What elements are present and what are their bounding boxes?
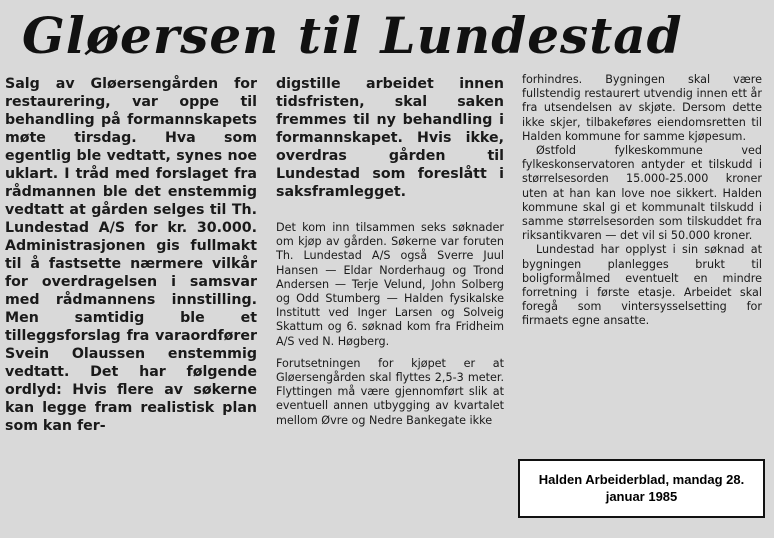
column-3-paragraph-1: forhindres. Bygningen skal være fullstendig restaurert utvendig innen ett år fra utsendelsen av skjøte. Dersom dette ikke skjer, tilbakeføres eiendomsretten til Halden kommune for samme kjøpesum.: [522, 73, 762, 143]
article-headline: Gløersen til Lundestad: [22, 6, 683, 65]
caption-line-1: Halden Arbeiderblad, mandag 28.: [538, 472, 745, 487]
column-2-paragraph-1: Det kom inn tilsammen seks søknader om kjøp av gården. Søkerne var foruten Th. Lundestad A/S også Sverre Juul Hansen — Eldar Norderhaug og Trond Andersen — Terje Velund, John Solberg og Odd Stumberg — Halden fysikalske Institutt ved Inger Larsen og Solveig Skattum og 6. søknad kom fra Fridheim A/S ved N. Høgberg.: [276, 221, 504, 348]
column-2-lead-text: digstille arbeidet innen tidsfristen, skal saken fremmes til ny behandling i formannskapet. Hvis ikke, overdras gården til Lundestad som foreslått i saksframlegget.: [276, 76, 504, 200]
article-column-1: [5, 75, 257, 535]
caption-line-2: januar 1985: [605, 489, 678, 504]
article-column-2: [276, 75, 504, 535]
column-2-paragraph-2: Forutsetningen for kjøpet er at Gløersengården skal flyttes 2,5-3 meter. Flyttingen må være gjennomført slik at eventuell annen utbygging av kvartalet mellom Øvre og Nedre Bankegate ikke: [276, 356, 504, 427]
column-1-text: Salg av Gløersengården for restaurering, var oppe til behandling på formannskapets møte tirsdag. Hva som egentlig ble vedtatt, synes noe uklart. I tråd med forslaget fra rådmannen ble det enstemmig vedtatt at gården selges til Th. Lundestad A/S for kr. 30.000. Administrasjonen gis fullmakt til å fastsette nærmere vilkår for overdragelsen i samsvar med rådmannens innstilling. Men samtidig ble et tilleggsforslag fra varaordfører Svein Olaussen enstemmig vedtatt. Det har følgende ordlyd: Hvis flere av søkerne kan legge fram realistisk plan som kan fer-: [5, 76, 257, 434]
source-caption: [518, 459, 765, 518]
column-3-paragraph-2: Østfold fylkeskommune ved fylkeskonservatoren antyder et tilskudd i størrelsesorden 15.000-25.000 kroner uten at han kan love noe sikkert. Halden kommune skal gi et kommunalt tilskudd i samme størrelsesorden som tilskuddet fra riksantikvaren — det vil si 50.000 kroner.: [522, 144, 762, 243]
column-3-paragraph-3: Lundestad har opplyst i sin søknad at bygningen planlegges brukt til boligformålmed eventuelt en mindre forretning i første etasje. Arbeidet skal foregå som vintersysselsetting for firmaets egne ansatte.: [522, 243, 762, 328]
